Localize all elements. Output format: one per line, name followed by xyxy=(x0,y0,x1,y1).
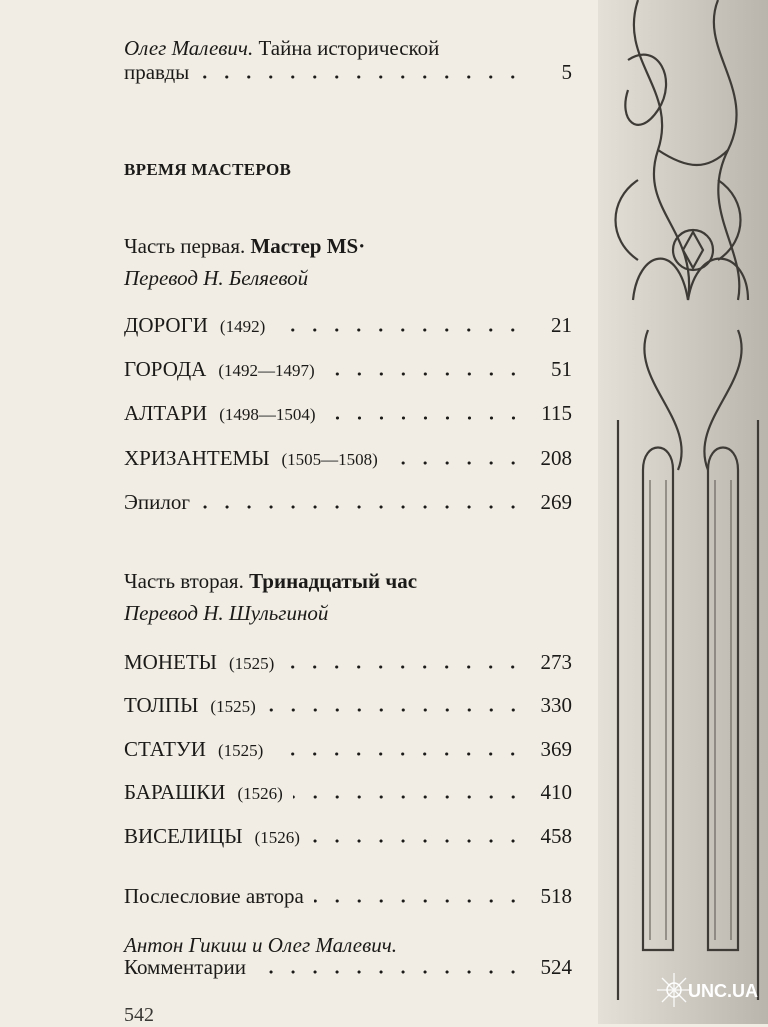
toc-entry[interactable] xyxy=(124,401,572,435)
leader-dots xyxy=(200,505,524,509)
leader-dots xyxy=(314,899,524,903)
entry-years: (1525) xyxy=(228,654,275,673)
entry-years: (1492—1497) xyxy=(218,361,315,380)
entry-years: (1526) xyxy=(237,784,283,803)
leader-dots xyxy=(293,795,524,799)
entry-years: (1492) xyxy=(219,317,266,336)
page-number: 458 xyxy=(540,824,572,848)
leader-dots xyxy=(284,665,524,669)
toc-entry[interactable] xyxy=(124,313,572,347)
leader-dots xyxy=(273,752,524,756)
entry-years: (1505—1508) xyxy=(281,450,378,469)
entry-title: ДОРОГИ xyxy=(124,313,208,337)
entry-title: ГОРОДА xyxy=(124,357,207,381)
page-number: 369 xyxy=(540,737,572,761)
leader-dots xyxy=(326,416,524,420)
entry-title: АЛТАРИ xyxy=(124,401,208,425)
watermark-text: UNC.UA xyxy=(688,981,758,1001)
leader-dots xyxy=(266,708,524,712)
part-one-label: Часть первая. xyxy=(124,234,246,258)
comments-authors: Антон Гикиш и Олег Малевич. xyxy=(124,933,397,957)
leader-dots xyxy=(256,970,524,974)
intro-title-cont: правды xyxy=(124,60,190,84)
part-two-translator: Перевод Н. Шульгиной xyxy=(124,601,329,625)
toc-entry[interactable] xyxy=(124,824,572,858)
toc-entry[interactable] xyxy=(124,357,572,391)
entry-title: ВИСЕЛИЦЫ xyxy=(124,824,243,848)
part-one-name: Мастер MS· xyxy=(250,234,366,258)
toc-entry[interactable] xyxy=(124,780,572,814)
intro-title: Тайна исторической xyxy=(258,36,440,60)
page-number: 21 xyxy=(551,313,572,337)
entry-title: Эпилог xyxy=(124,490,190,514)
leader-dots xyxy=(275,328,524,332)
page-number: 208 xyxy=(540,446,572,470)
gothic-tracery-illustration xyxy=(598,0,768,1024)
part-two-heading xyxy=(124,565,572,629)
toc-entry-comments[interactable] xyxy=(124,955,572,989)
part-two-name: Тринадцатый час xyxy=(249,569,418,593)
page-number: 273 xyxy=(540,650,572,674)
page-number: 5 xyxy=(561,60,572,84)
page-number: 410 xyxy=(540,780,572,804)
entry-title: СТАТУИ xyxy=(124,737,206,761)
entry-years: (1525) xyxy=(217,741,264,760)
toc-entry[interactable] xyxy=(124,490,572,524)
page-number: 524 xyxy=(540,955,572,979)
leader-dots xyxy=(310,839,524,843)
entry-years: (1525) xyxy=(210,697,256,716)
leader-dots xyxy=(199,75,524,79)
toc-entry-intro-line[interactable] xyxy=(124,60,572,94)
intro-author: Олег Малевич. xyxy=(124,36,254,60)
entry-title: Комментарии xyxy=(124,955,246,979)
toc-entry[interactable] xyxy=(124,737,572,771)
page-footer-number: 542 xyxy=(124,1004,154,1026)
entry-title: ТОЛПЫ xyxy=(124,693,199,717)
entry-title: Послесловие автора xyxy=(124,884,304,908)
section-heading: ВРЕМЯ МАСТЕРОВ xyxy=(124,160,292,179)
page-number: 51 xyxy=(551,357,572,381)
page-number: 330 xyxy=(540,693,572,717)
toc-entry[interactable] xyxy=(124,650,572,684)
page-number: 269 xyxy=(540,490,572,514)
entry-years: (1526) xyxy=(254,828,300,847)
leader-dots xyxy=(325,372,524,376)
toc-entry[interactable] xyxy=(124,446,572,480)
part-one-translator: Перевод Н. Беляевой xyxy=(124,266,309,290)
toc-entry-afterword[interactable] xyxy=(124,884,572,918)
page-number: 115 xyxy=(541,401,572,425)
leader-dots xyxy=(388,461,524,465)
entry-title: МОНЕТЫ xyxy=(124,650,217,674)
part-one-heading xyxy=(124,230,572,294)
entry-title: БАРАШКИ xyxy=(124,780,226,804)
watermark-logo xyxy=(652,965,762,1015)
part-two-label: Часть вторая. xyxy=(124,569,244,593)
page-number: 518 xyxy=(540,884,572,908)
entry-title: ХРИЗАНТЕМЫ xyxy=(124,446,270,470)
entry-years: (1498—1504) xyxy=(219,405,316,424)
toc-entry[interactable] xyxy=(124,693,572,727)
